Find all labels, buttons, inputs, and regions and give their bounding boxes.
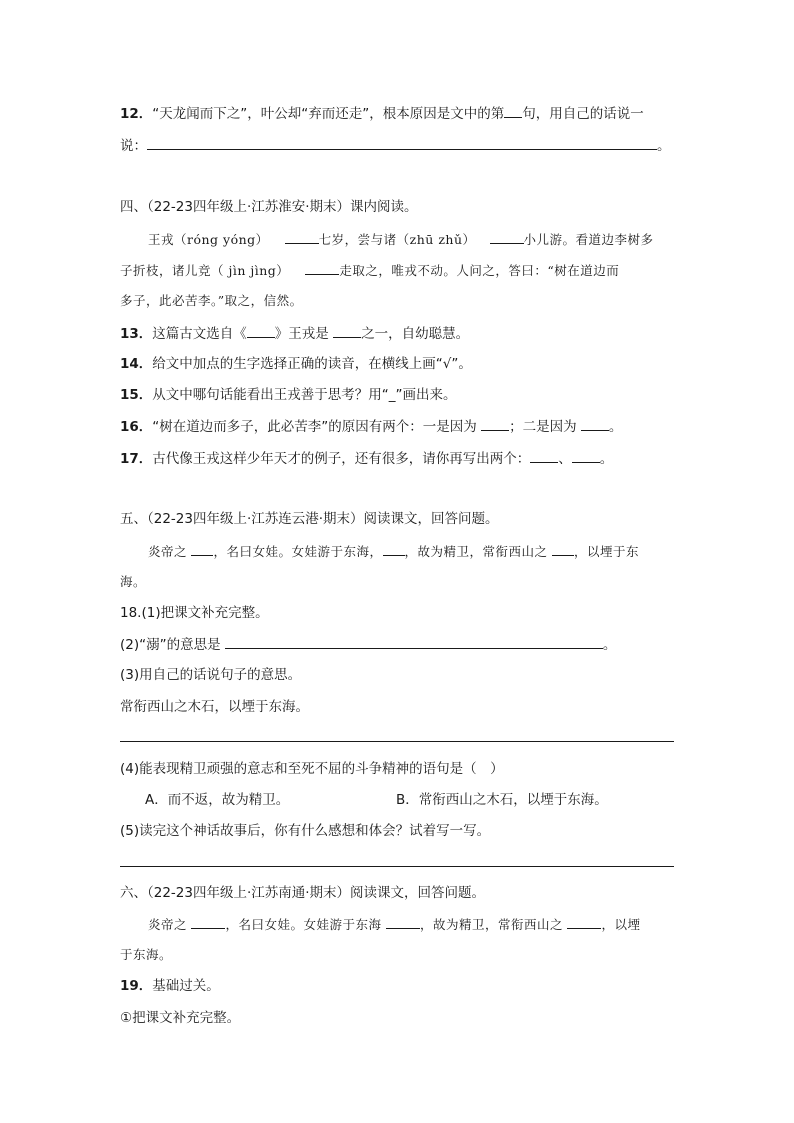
answer-blank[interactable] <box>147 136 657 150</box>
question-number: 15． <box>120 387 153 403</box>
passage-text: ，以堙于东 <box>573 544 639 559</box>
period: 。 <box>602 637 617 653</box>
answer-blank[interactable] <box>552 542 574 556</box>
question-text: 》王戎是 <box>274 326 334 342</box>
question-number: 16． <box>120 419 153 435</box>
question-text: 基础过关。 <box>152 978 220 994</box>
answer-blank[interactable] <box>305 261 339 275</box>
question-text: (2)“溺”的意思是 <box>120 637 225 653</box>
passage-text: 炎帝之 <box>148 544 192 559</box>
answer-blank[interactable] <box>481 417 509 431</box>
question-18-5: (5)读完这个神话故事后，你有什么感想和体会？试着写一写。 <box>120 823 491 839</box>
question-number: 13． <box>120 326 153 342</box>
question-number: 14． <box>120 356 153 372</box>
question-18-3: (3)用自己的话说句子的意思。 <box>120 667 302 683</box>
question-12 <box>120 104 644 123</box>
passage-text: 子折枝，诸儿竞（ jìn jìng） <box>120 263 290 278</box>
question-text: 。 <box>599 451 614 467</box>
question-text: 。 <box>608 419 623 435</box>
question-text: 、 <box>558 451 572 467</box>
answer-blank[interactable] <box>504 104 522 118</box>
question-17 <box>120 449 613 468</box>
question-18-4: (4)能表现精卫顽强的意志和至死不屈的斗争精神的语句是（ ） <box>120 761 504 777</box>
question-text: 之一，自幼聪慧。 <box>361 326 470 342</box>
question-number: 18. <box>120 605 142 621</box>
question-text-cont: 句，用自己的话说一 <box>522 106 644 122</box>
question-text: “树在道边而多子，此必苦李”的原因有两个：一是因为 <box>152 419 482 435</box>
answer-line[interactable] <box>120 866 674 867</box>
question-text: 古代像王戎这样少年天才的例子，还有很多，请你再写出两个： <box>152 451 531 467</box>
question-12-line2 <box>120 136 671 155</box>
answer-blank[interactable] <box>581 417 609 431</box>
answer-blank[interactable] <box>285 230 319 244</box>
passage-text: ，名曰女娃。女娃游于东海， <box>213 544 383 559</box>
answer-blank[interactable] <box>572 449 600 463</box>
section-5-heading: 五、（22-23四年级上·江苏连云港·期末）阅读课文，回答问题。 <box>120 511 499 527</box>
section-4-heading: 四、（22-23四年级上·江苏淮安·期末）课内阅读。 <box>120 199 418 215</box>
answer-blank[interactable] <box>191 542 213 556</box>
question-text: (1)把课文补充完整。 <box>141 605 269 621</box>
answer-blank[interactable] <box>386 915 420 929</box>
answer-blank[interactable] <box>225 635 603 649</box>
passage-text: 王戎（róng yóng） <box>148 232 269 247</box>
passage-line: 多子，此必苦李。”取之，信然。 <box>120 293 303 308</box>
period: 。 <box>657 138 671 154</box>
answer-blank[interactable] <box>567 915 601 929</box>
question-14 <box>120 355 472 373</box>
question-number: 17． <box>120 451 153 467</box>
passage-text: 炎帝之 <box>148 917 192 932</box>
passage-text: ，以堙 <box>601 917 641 932</box>
answer-line[interactable] <box>120 741 674 742</box>
answer-blank[interactable] <box>383 542 405 556</box>
question-16 <box>120 417 622 436</box>
answer-blank[interactable] <box>530 449 558 463</box>
passage-line: 于东海。 <box>120 947 173 962</box>
question-text: “天龙闻而下之”，叶公却“弃而还走”，根本原因是文中的第 <box>152 106 505 122</box>
quoted-sentence: 常衔西山之木石，以堙于东海。 <box>120 699 309 715</box>
passage-text: 七岁，尝与诸（zhū zhǔ） <box>318 232 476 247</box>
question-text: 给文中加点的生字选择正确的读音，在横线上画“√”。 <box>152 356 472 372</box>
question-19-1: ①把课文补充完整。 <box>120 1010 241 1026</box>
passage-line <box>120 261 619 280</box>
question-text: 从文中哪句话能看出王戎善于思考？用“_”画出来。 <box>152 387 457 403</box>
passage-text: 小儿游。看道边李树多 <box>523 232 654 247</box>
passage-text: ，故为精卫，常衔西山之 <box>404 544 552 559</box>
answer-blank[interactable] <box>333 324 361 338</box>
answer-blank[interactable] <box>191 915 225 929</box>
question-18 <box>120 604 269 622</box>
passage-text: ，名曰女娃。女娃游于东海 <box>225 917 386 932</box>
answer-blank[interactable] <box>490 230 524 244</box>
question-18-2 <box>120 635 616 654</box>
option-a[interactable]: A．而不返，故为精卫。 <box>145 792 290 808</box>
question-text: 说： <box>120 138 147 154</box>
question-text: 这篇古文选自《 <box>152 326 247 342</box>
passage-text: 走取之，唯戎不动。人问之，答曰：“树在道边而 <box>339 263 620 278</box>
question-text: ；二是因为 <box>509 419 581 435</box>
question-number: 12． <box>120 106 153 122</box>
question-number: 19． <box>120 978 153 994</box>
passage-line <box>148 542 639 561</box>
question-19 <box>120 977 220 995</box>
question-13 <box>120 324 469 343</box>
answer-blank[interactable] <box>247 324 275 338</box>
passage-line <box>148 915 640 934</box>
passage-text: ，故为精卫，常衔西山之 <box>419 917 568 932</box>
option-b[interactable]: B．常衔西山之木石，以堙于东海。 <box>396 792 608 808</box>
passage-line: 海。 <box>120 574 147 589</box>
question-15 <box>120 386 457 404</box>
section-6-heading: 六、（22-23四年级上·江苏南通·期末）阅读课文，回答问题。 <box>120 885 486 901</box>
passage-line <box>148 230 654 249</box>
